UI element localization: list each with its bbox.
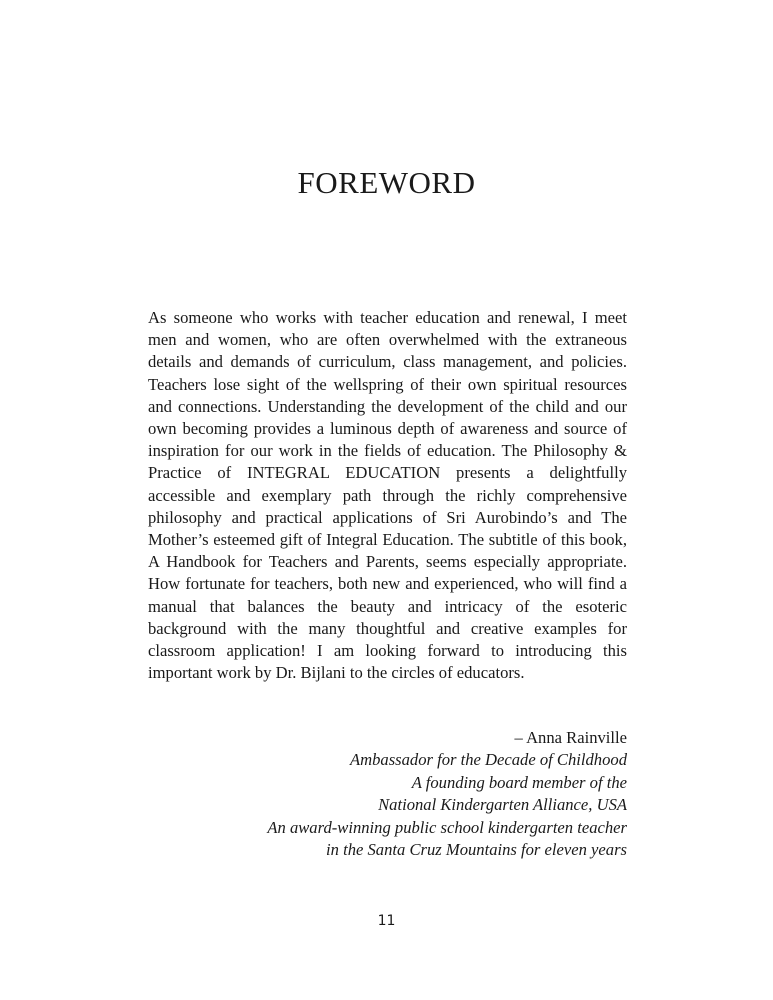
signature-role-line: Ambassador for the Decade of Childhood xyxy=(349,750,627,770)
signature-author: – Anna Rainville xyxy=(514,728,627,747)
signature-role-line: National Kindergarten Alliance, USA xyxy=(378,795,627,815)
signature-role-line: A founding board member of the xyxy=(411,772,627,792)
signature-role-line: An award-winning public school kindergarten teacher xyxy=(267,817,627,837)
page-title: FOREWORD xyxy=(297,165,476,200)
signature-block xyxy=(67,727,627,861)
signature-role-line: in the Santa Cruz Mountains for eleven years xyxy=(326,840,627,860)
page-number: 11 xyxy=(377,913,396,929)
foreword-body: As someone who works with teacher education and renewal, I meet men and women, who are often overwhelmed with the extraneous details and demands of curriculum, class management, and policies. Teachers lose sight of the wellspring of their own spiritual resources and connections. Understanding the development of the child and our own becoming provides a luminous depth of awareness and source of inspiration for our work in the fields of education. The Philosophy & Practice of INTEGRAL EDUCATION presents a delightfully accessible and exemplary path through the richly comprehensive philosophy and practical applications of Sri Aurobindo’s and The Mother’s esteemed gift of Integral Education. The subtitle of this book, A Handbook for Teachers and Parents, seems especially appropriate. How fortunate for teachers, both new and experienced, who will find a manual that balances the beauty and intricacy of the esoteric background with the many thoughtful and creative examples for classroom application! I am looking forward to introducing this important work by Dr. Bijlani to the circles of educators. xyxy=(148,308,627,683)
